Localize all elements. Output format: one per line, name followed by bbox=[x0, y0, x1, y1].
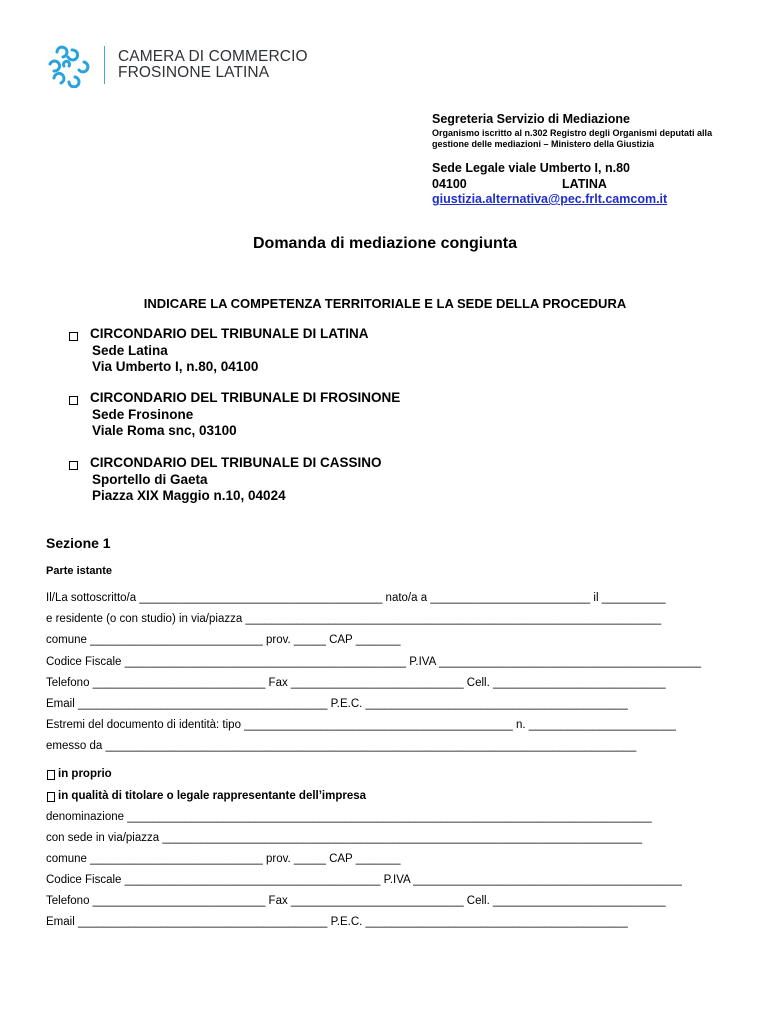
option-title: CIRCONDARIO DEL TRIBUNALE DI CASSINO bbox=[90, 455, 382, 470]
form-line-cf-impresa[interactable]: Codice Fiscale ________________________________________ P.IVA __________________________________________ bbox=[46, 874, 682, 886]
form-line-codice-fiscale[interactable]: Codice Fiscale ____________________________________________ P.IVA _________________________________________ bbox=[46, 656, 702, 668]
option-line-2: Piazza XIX Maggio n.10, 04024 bbox=[92, 488, 286, 503]
form-line-nome[interactable]: Il/La sottoscritto/a ______________________________________ nato/a a _________________________ il __________ bbox=[46, 592, 666, 604]
option-line-2: Viale Roma snc, 03100 bbox=[92, 423, 237, 438]
competence-instruction: INDICARE LA COMPETENZA TERRITORIALE E LA SEDE DELLA PROCEDURA bbox=[143, 296, 627, 311]
swirl-logo-icon bbox=[42, 44, 92, 88]
option-title: CIRCONDARIO DEL TRIBUNALE DI FROSINONE bbox=[90, 390, 401, 405]
titolare-checkbox[interactable] bbox=[47, 792, 55, 802]
option-line-1: Sede Frosinone bbox=[92, 406, 194, 422]
option-cassino bbox=[90, 455, 382, 505]
form-line-documento[interactable]: Estremi del documento di identità: tipo __________________________________________ n. _______________________ bbox=[46, 719, 676, 731]
option-line-2: Via Umberto I, n.80, 04100 bbox=[92, 359, 259, 374]
pec-email-link[interactable]: giustizia.alternativa@pec.frlt.camcom.it bbox=[432, 192, 668, 206]
form-line-denominazione[interactable]: denominazione __________________________________________________________________________________ bbox=[46, 811, 652, 823]
form-line-comune[interactable]: comune ___________________________ prov. _____ CAP _______ bbox=[46, 634, 401, 646]
form-line-emesso[interactable]: emesso da ___________________________________________________________________________________ bbox=[46, 740, 637, 752]
section-title: Sezione 1 bbox=[46, 535, 111, 551]
option-title: CIRCONDARIO DEL TRIBUNALE DI LATINA bbox=[90, 326, 369, 341]
logo-wordmark bbox=[118, 49, 308, 81]
secretariat-title: Segreteria Servizio di Mediazione bbox=[432, 112, 630, 126]
logo-separator bbox=[104, 46, 105, 84]
form-line-comune-impresa[interactable]: comune ___________________________ prov. _____ CAP _______ bbox=[46, 853, 401, 865]
form-line-telefono-impresa[interactable]: Telefono ___________________________ Fax ___________________________ Cell. ___________________________ bbox=[46, 895, 666, 907]
option-line-1: Sportello di Gaeta bbox=[92, 471, 208, 487]
form-line-email[interactable]: Email _______________________________________ P.E.C. _________________________________________ bbox=[46, 698, 628, 710]
sede-address: Sede Legale viale Umberto I, n.80 bbox=[432, 161, 630, 175]
parte-istante-heading: Parte istante bbox=[46, 565, 113, 577]
in-proprio-label: in proprio bbox=[58, 768, 112, 780]
option-frosinone bbox=[90, 390, 400, 440]
option-line-1: Sede Latina bbox=[92, 342, 168, 358]
in-proprio-checkbox[interactable] bbox=[47, 770, 55, 780]
form-line-telefono[interactable]: Telefono ___________________________ Fax ___________________________ Cell. ___________________________ bbox=[46, 677, 666, 689]
option-frosinone-checkbox[interactable] bbox=[69, 396, 78, 405]
option-latina-checkbox[interactable] bbox=[69, 332, 78, 341]
option-latina bbox=[90, 326, 369, 376]
form-line-sede[interactable]: con sede in via/piazza ___________________________________________________________________________ bbox=[46, 832, 643, 844]
logo-line-2: FROSINONE LATINA bbox=[118, 64, 270, 81]
organismo-note: Organismo iscritto al n.302 Registro degli Organismi deputati alla gestione delle mediazioni – Ministero della Giustizia bbox=[432, 128, 713, 149]
titolare-label: in qualità di titolare o legale rappresentante dell’impresa bbox=[58, 790, 367, 802]
document-title: Domanda di mediazione congiunta bbox=[252, 235, 518, 252]
chamber-logo-mark bbox=[42, 44, 92, 88]
logo-line-1: CAMERA DI COMMERCIO bbox=[118, 48, 308, 65]
form-line-residenza[interactable]: e residente (o con studio) in via/piazza _________________________________________________________________ bbox=[46, 613, 662, 625]
sede-city: LATINA bbox=[562, 177, 607, 191]
form-line-email-impresa[interactable]: Email _______________________________________ P.E.C. _________________________________________ bbox=[46, 916, 628, 928]
option-cassino-checkbox[interactable] bbox=[69, 461, 78, 470]
sede-cap: 04100 bbox=[432, 177, 467, 191]
